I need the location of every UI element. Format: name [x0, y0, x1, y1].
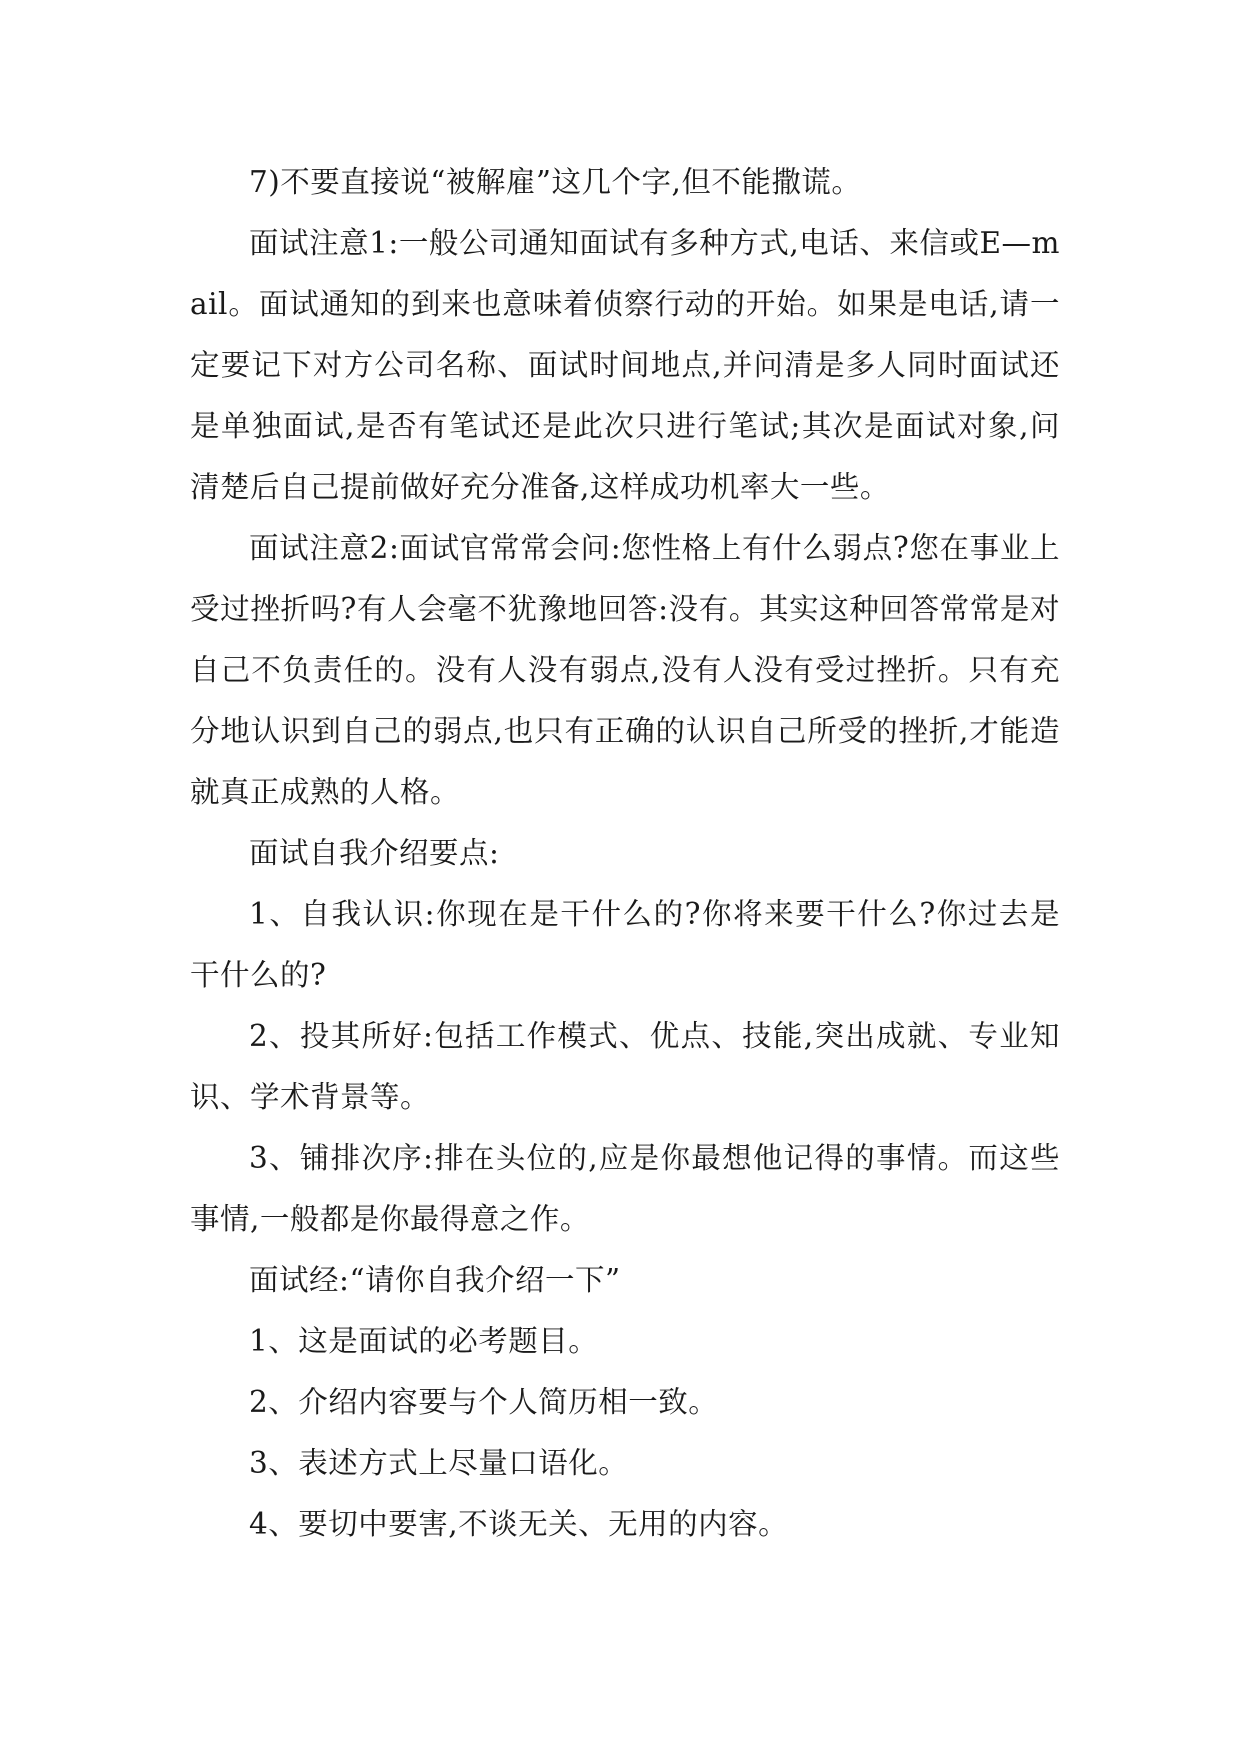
heading-interview-experience: 面试经:“请你自我介绍一下”: [249, 1263, 621, 1297]
list-item-match-resume: 2、介绍内容要与个人简历相一致。: [249, 1385, 719, 1419]
list-item-stay-relevant: 4、要切中要害,不谈无关、无用的内容。: [249, 1507, 789, 1541]
list-item-tailor-to-interviewer: 2、投其所好:包括工作模式、优点、技能,突出成就、专业知识、学术背景等。: [190, 1019, 1060, 1114]
list-item-ordering: 3、铺排次序:排在头位的,应是你最想他记得的事情。而这些事情,一般都是你最得意之作。: [190, 1141, 1060, 1236]
list-item-self-awareness: 1、自我认识:你现在是干什么的?你将来要干什么?你过去是干什么的?: [190, 897, 1060, 992]
paragraph-interview-note-2: 面试注意2:面试官常常会问:您性格上有什么弱点?您在事业上受过挫折吗?有人会毫不犹豫地回答:没有。其实这种回答常常是对自己不负责任的。没有人没有弱点,没有人没有受过挫折。只有充分地认识到自己的弱点,也只有正确的认识自己所受的挫折,才能造就真正成熟的人格。: [190, 531, 1060, 809]
list-item-required-question: 1、这是面试的必考题目。: [249, 1324, 599, 1358]
heading-self-intro-points: 面试自我介绍要点:: [249, 836, 500, 870]
document-body: [190, 152, 1060, 1555]
paragraph-interview-note-1: 面试注意1:一般公司通知面试有多种方式,电话、来信或E—mail。面试通知的到来也意味着侦察行动的开始。如果是电话,请一定要记下对方公司名称、面试时间地点,并问清是多人同时面试还是单独面试,是否有笔试还是此次只进行笔试;其次是面试对象,问清楚后自己提前做好充分准备,这样成功机率大一些。: [190, 226, 1060, 504]
paragraph-dismissal-tip: 7)不要直接说“被解雇”这几个字,但不能撒谎。: [249, 165, 862, 199]
list-item-colloquial: 3、表述方式上尽量口语化。: [249, 1446, 629, 1480]
